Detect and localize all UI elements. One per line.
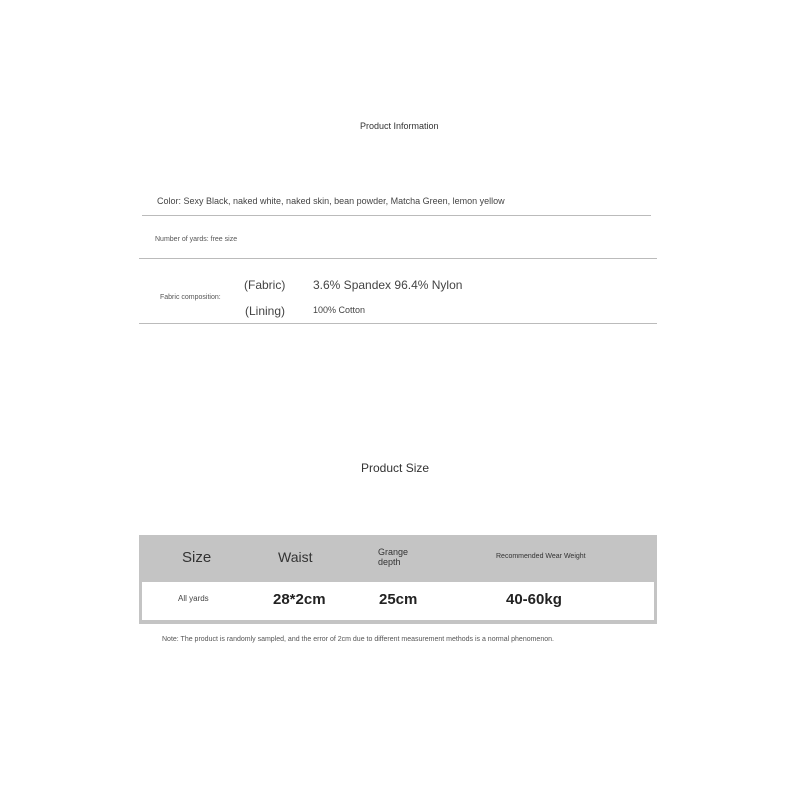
divider [139, 323, 657, 324]
fabric-composition-label: Fabric composition: [160, 294, 221, 301]
measurement-note: Note: The product is randomly sampled, and the error of 2cm due to different measurement methods is a normal phenomenon. [162, 636, 554, 643]
yards-label: Number of yards: free size [155, 236, 238, 243]
lining-key: (Lining) [245, 304, 286, 318]
row-size: All yards [178, 594, 209, 603]
color-line: Color: Sexy Black, naked white, naked skin, bean powder, Matcha Green, lemon yellow [157, 196, 505, 206]
row-grange-depth: 25cm [379, 591, 418, 608]
product-size-title: Product Size [361, 461, 430, 475]
row-weight: 40-60kg [506, 591, 562, 608]
size-table [139, 535, 657, 624]
header-waist: Waist [278, 549, 313, 565]
product-information-title: Product Information [360, 121, 439, 131]
header-grange-depth: Grange depth [378, 547, 409, 567]
lining-value: 100% Cotton [313, 305, 366, 315]
table-row [142, 582, 654, 620]
divider [139, 258, 657, 259]
row-waist: 28*2cm [273, 591, 326, 608]
fabric-key: (Fabric) [244, 278, 286, 292]
fabric-value: 3.6% Spandex 96.4% Nylon [313, 278, 463, 292]
header-recommended-weight: Recommended Wear Weight [496, 553, 586, 560]
header-size: Size [182, 549, 212, 566]
divider [142, 215, 651, 216]
